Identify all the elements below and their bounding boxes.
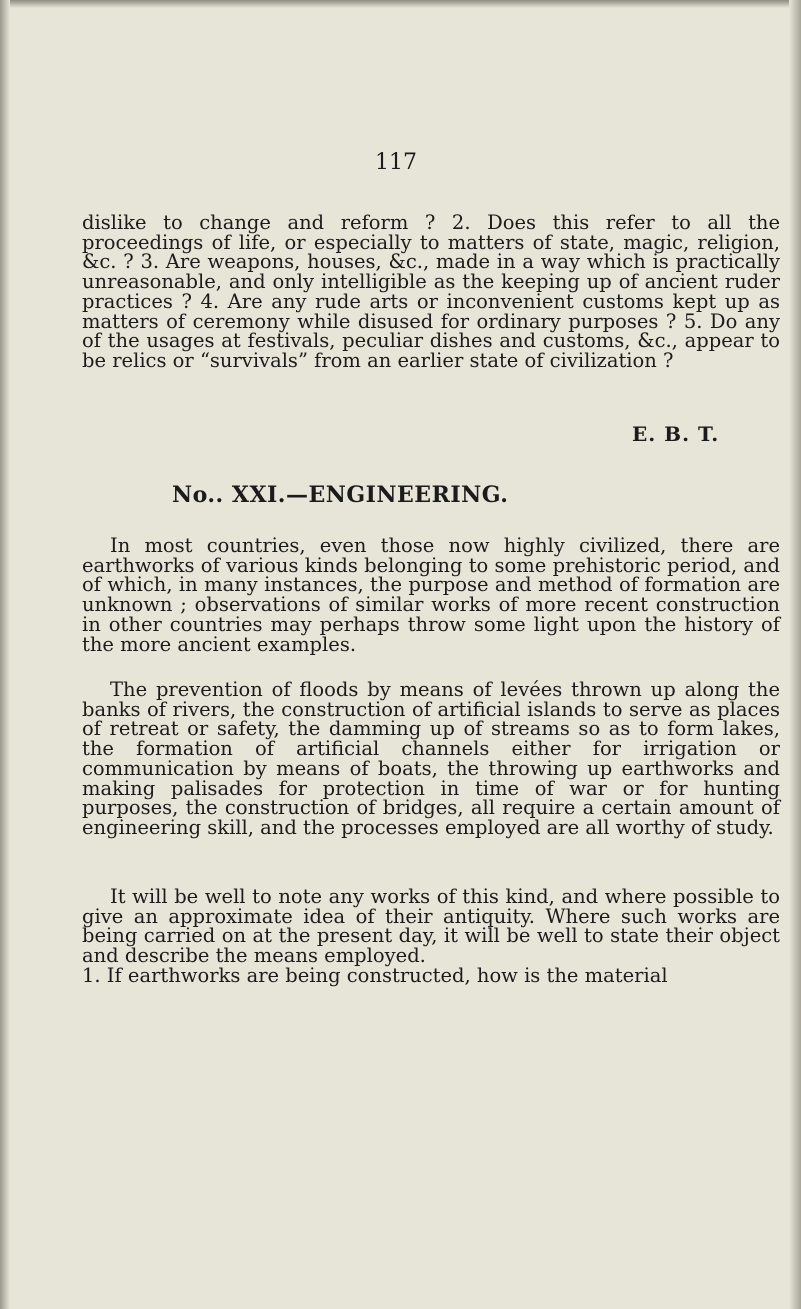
section-paragraph-2-block	[82, 680, 780, 838]
page-number: 117	[375, 150, 417, 175]
section-heading: No.. XXI.—ENGINEERING.	[172, 482, 509, 508]
section-paragraph: It will be well to note any works of this kind, and where possible to give an approximate idea of their antiquity. Where such works are being carried on at the present day, it will be well to state their object and describe the means employed.	[82, 885, 780, 968]
numbered-question: 1. If earthworks are being constructed, how is the material	[82, 963, 668, 987]
section-paragraph: In most countries, even those now highly civilized, there are earthworks of various kinds belonging to some prehistoric period, and of which, in many instances, the purpose and method of formation are unknown ; observations of similar works of more recent construction in other countries may perhaps throw some light upon the history of the more ancient examples.	[82, 534, 780, 656]
section-paragraph-1-block	[82, 536, 780, 654]
section-paragraph-3-block	[82, 887, 780, 986]
page-right-shadow	[789, 0, 801, 1309]
author-signature: E. B. T.	[632, 422, 720, 446]
section-paragraph: The prevention of floods by means of levées thrown up along the banks of rivers, the construction of artificial islands to serve as places of retreat or safety, the damming up of streams so as to form lakes, the formation of artificial channels either for irrigation or communication by means of boats, the throwing up earthworks and making palisades for protection in time of war or for hunting purposes, the construction of bridges, all require a certain amount of engineering skill, and the processes employed are all worthy of study.	[82, 678, 780, 839]
page-top-shadow	[0, 0, 801, 8]
intro-paragraph-block	[82, 213, 780, 371]
page-left-shadow	[0, 0, 10, 1309]
intro-paragraph: dislike to change and reform ? 2. Does this refer to all the proceedings of life, or especially to matters of state, magic, religion, &c. ? 3. Are weapons, houses, &c., made in a way which is practically unreasonable, and only intelligible as the keeping up of ancient ruder practices ? 4. Are any rude arts or inconvenient customs kept up as matters of ceremony while disused for ordinary purposes ? 5. Do any of the usages at festivals, peculiar dishes and customs, &c., appear to be relics or “survivals” from an earlier state of civilization ?	[82, 211, 780, 372]
